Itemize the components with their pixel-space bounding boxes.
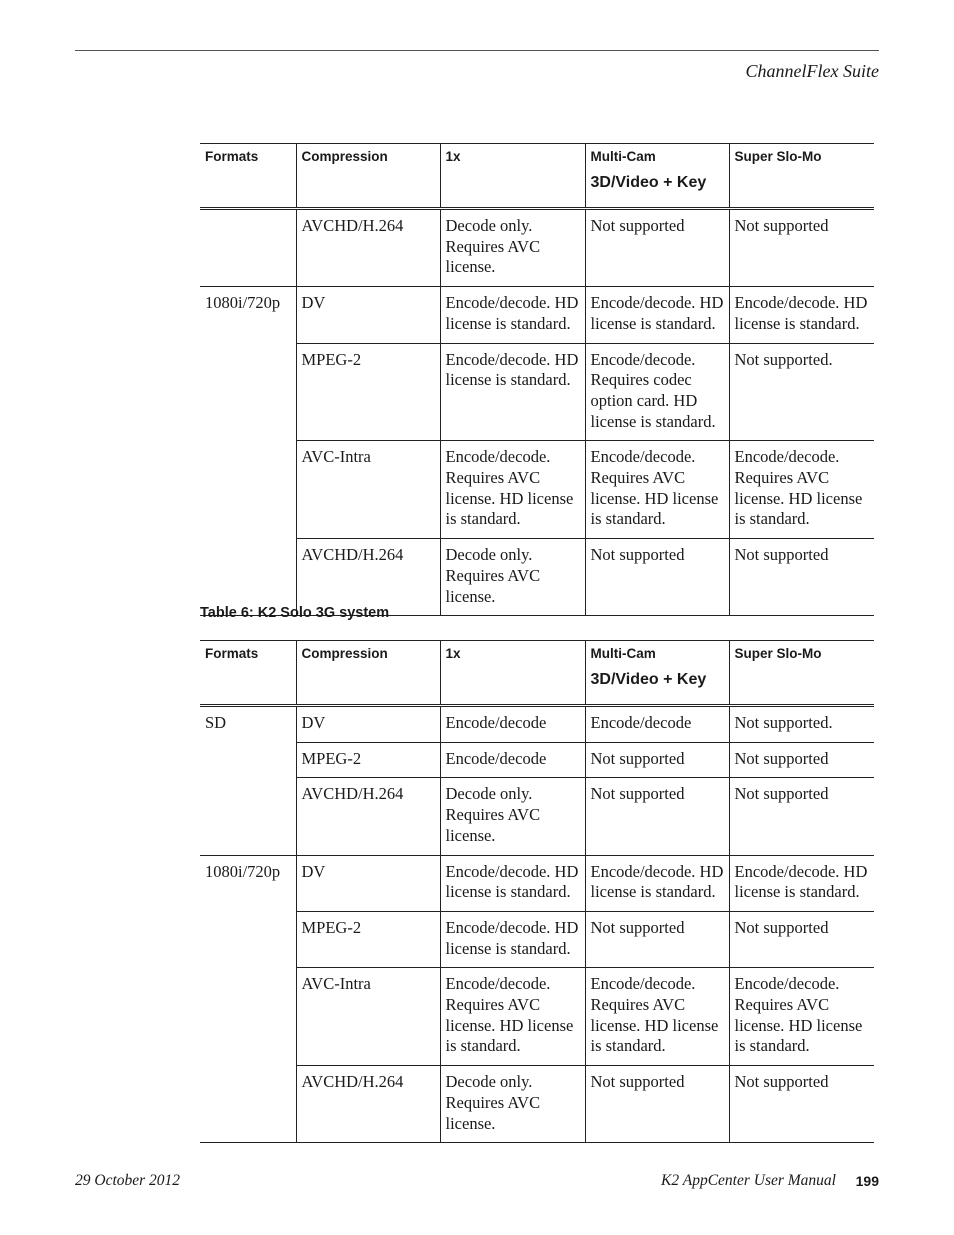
cell-superslomo: Not supported [729, 911, 874, 967]
cell-formats [200, 968, 296, 1066]
header-multicam-sub: 3D/Video + Key [590, 174, 707, 191]
cell-superslomo: Not supported [729, 742, 874, 778]
header-compression: Compression [296, 144, 440, 209]
cell-superslomo: Encode/decode. HD license is standard. [729, 287, 874, 343]
cell-1x: Encode/decode. Requires AVC license. HD license is standard. [440, 968, 585, 1066]
cell-multicam: Encode/decode. HD license is standard. [585, 287, 729, 343]
cell-superslomo: Encode/decode. Requires AVC license. HD license is standard. [729, 968, 874, 1066]
header-superslomo: Super Slo-Mo [729, 641, 874, 706]
cell-superslomo: Not supported. [729, 706, 874, 743]
table-row [200, 742, 874, 778]
cell-multicam: Encode/decode. HD license is standard. [585, 855, 729, 911]
table-row [200, 855, 874, 911]
cell-1x: Decode only. Requires AVC license. [440, 1066, 585, 1143]
header-superslomo: Super Slo-Mo [729, 144, 874, 209]
cell-1x: Encode/decode. HD license is standard. [440, 911, 585, 967]
header-formats: Formats [200, 641, 296, 706]
cell-1x: Decode only. Requires AVC license. [440, 539, 585, 616]
table-row [200, 1066, 874, 1143]
cell-formats [200, 343, 296, 441]
header-formats: Formats [200, 144, 296, 209]
table-row [200, 343, 874, 441]
cell-formats: 1080i/720p [205, 293, 281, 313]
cell-superslomo: Encode/decode. Requires AVC license. HD license is standard. [729, 441, 874, 539]
table-row [200, 287, 874, 343]
cell-compression: AVCHD/H.264 [296, 1066, 440, 1143]
cell-compression: AVC-Intra [296, 441, 440, 539]
cell-multicam: Encode/decode [585, 706, 729, 743]
table-row [200, 968, 874, 1066]
cell-compression: DV [296, 287, 440, 343]
cell-superslomo: Not supported. [729, 343, 874, 441]
cell-formats [200, 742, 296, 778]
cell-multicam: Not supported [585, 209, 729, 287]
header-multicam-label: Multi-Cam [590, 149, 656, 164]
cell-1x: Encode/decode. HD license is standard. [440, 343, 585, 441]
cell-formats [200, 441, 296, 539]
cell-superslomo: Not supported [729, 778, 874, 855]
cell-compression: AVCHD/H.264 [296, 209, 440, 287]
cell-multicam: Not supported [585, 911, 729, 967]
cell-1x: Decode only. Requires AVC license. [440, 209, 585, 287]
cell-multicam: Encode/decode. Requires codec option card. HD license is standard. [585, 343, 729, 441]
header-multicam [585, 641, 729, 706]
cell-compression: AVCHD/H.264 [296, 539, 440, 616]
cell-multicam: Not supported [585, 1066, 729, 1143]
cell-compression: AVCHD/H.264 [296, 778, 440, 855]
cell-compression: MPEG-2 [296, 911, 440, 967]
table-continued [200, 143, 874, 616]
header-multicam [585, 144, 729, 209]
table-row [200, 778, 874, 855]
header-multicam-sub: 3D/Video + Key [590, 671, 707, 688]
cell-multicam: Not supported [585, 539, 729, 616]
cell-formats [200, 209, 296, 287]
cell-1x: Encode/decode. HD license is standard. [440, 287, 585, 343]
cell-formats: SD [205, 713, 227, 732]
cell-compression: DV [296, 706, 440, 743]
cell-compression: MPEG-2 [296, 343, 440, 441]
cell-formats: 1080i/720p [205, 861, 281, 881]
cell-1x: Encode/decode [440, 742, 585, 778]
cell-compression: MPEG-2 [296, 742, 440, 778]
table-caption: Table 6: K2 Solo 3G system [200, 605, 390, 621]
footer-date: 29 October 2012 [75, 1172, 181, 1189]
cell-multicam: Not supported [585, 778, 729, 855]
cell-1x: Decode only. Requires AVC license. [440, 778, 585, 855]
cell-multicam: Encode/decode. Requires AVC license. HD license is standard. [585, 968, 729, 1066]
table-header-row [200, 641, 874, 706]
cell-1x: Encode/decode. Requires AVC license. HD license is standard. [440, 441, 585, 539]
header-rule [75, 50, 879, 51]
cell-superslomo: Not supported [729, 209, 874, 287]
table-row [200, 706, 874, 743]
table-k2-solo-3g [200, 640, 874, 1143]
page-number: 199 [855, 1173, 879, 1189]
cell-formats [200, 778, 296, 855]
footer-manual-title: K2 AppCenter User Manual [661, 1172, 836, 1189]
header-1x: 1x [440, 144, 585, 209]
table-row [200, 441, 874, 539]
table-row [200, 911, 874, 967]
cell-compression: AVC-Intra [296, 968, 440, 1066]
header-1x: 1x [440, 641, 585, 706]
cell-compression: DV [296, 855, 440, 911]
cell-multicam: Encode/decode. Requires AVC license. HD license is standard. [585, 441, 729, 539]
header-multicam-label: Multi-Cam [590, 646, 656, 661]
cell-1x: Encode/decode. HD license is standard. [440, 855, 585, 911]
running-header-title: ChannelFlex Suite [745, 61, 879, 81]
cell-formats [200, 1066, 296, 1143]
cell-1x: Encode/decode [440, 706, 585, 743]
table-header-row [200, 144, 874, 209]
cell-multicam: Not supported [585, 742, 729, 778]
header-compression: Compression [296, 641, 440, 706]
cell-formats [200, 911, 296, 967]
cell-superslomo: Encode/decode. HD license is standard. [729, 855, 874, 911]
cell-superslomo: Not supported [729, 539, 874, 616]
table-row [200, 209, 874, 287]
cell-superslomo: Not supported [729, 1066, 874, 1143]
